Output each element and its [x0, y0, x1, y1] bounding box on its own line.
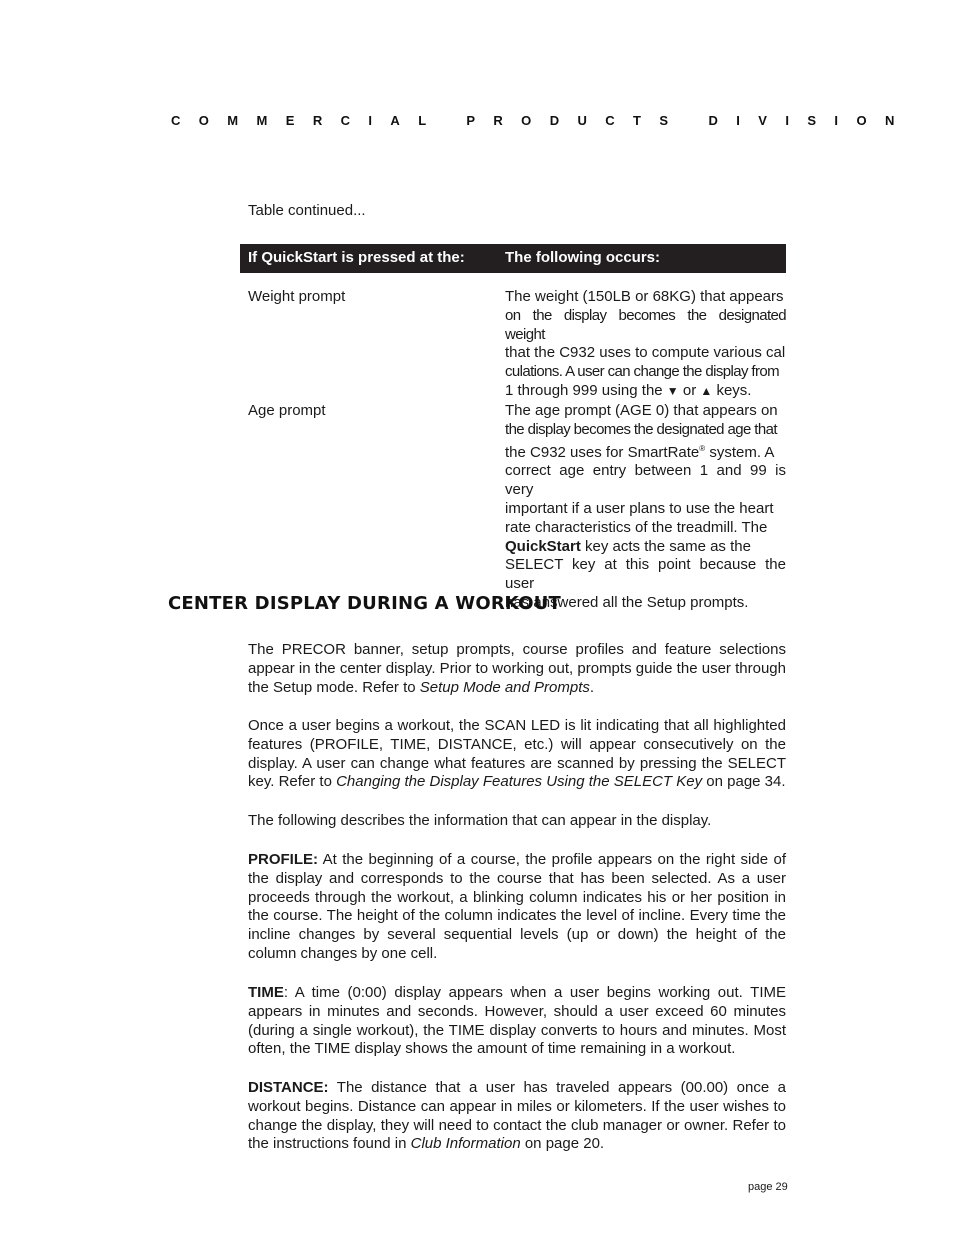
division-header: COMMERCIAL PRODUCTS DIVISION — [171, 113, 913, 128]
table-row-weight-description — [505, 288, 786, 401]
registered-mark: ® — [699, 443, 706, 453]
desc-line: culations. A user can change the display from — [505, 363, 780, 381]
reference-link-text: Setup Mode and Prompts — [419, 678, 590, 696]
desc-line: SELECT key at this point because the user — [505, 556, 786, 593]
paragraph-following: The following describes the information that can appear in the display. — [248, 812, 712, 829]
table-header-col1: If QuickStart is pressed at the: — [248, 249, 465, 266]
desc-line: 1 through 999 using the ▼ or ▲ keys. — [505, 381, 752, 399]
paragraph-time: TIME: A time (0:00) display appears when a user begins working out. TIME appears in minutes and seconds. However, should a user exceed 60 minutes (during a single workout), the TIME display converts to hours and minutes. Most often, the TIME display shows the amount of time remaining in a workout. — [248, 984, 786, 1058]
up-arrow-icon: ▲ — [700, 383, 713, 398]
reference-link-text: Club Information — [410, 1135, 521, 1153]
paragraph-scan-led: Once a user begins a workout, the SCAN LED is lit indicating that all highlighted features (PROFILE, TIME, DISTANCE, etc.) will appear consecutively on the display. A user can change what features are scanned by pressing the SELECT key. Refer to Changing the Display Features Using the SELECT Key on page 34. — [248, 717, 786, 791]
table-row-weight-prompt: Weight prompt — [248, 288, 346, 305]
table-continued-note: Table continued... — [248, 202, 366, 219]
desc-line: The age prompt (AGE 0) that appears on — [505, 402, 778, 419]
paragraph-distance: DISTANCE: The distance that a user has traveled appears (00.00) once a workout begins. Distance can appear in miles or kilometers. If the user wishes to change the display, they will need to contact the club manager or owner. Refer to the instructions found in Club Information on page 20. — [248, 1079, 786, 1153]
desc-line: QuickStart key acts the same as the — [505, 537, 751, 555]
profile-label: PROFILE: — [248, 851, 318, 868]
desc-line: on the display becomes the designated weight — [505, 306, 786, 343]
paragraph-profile: PROFILE: At the beginning of a course, the profile appears on the right side of the display and corresponds to the course that has been selected. As a user proceeds through the workout, a blinking column indicates his or her position in the course. The height of the column indicates the level of incline. Every time the incline changes by several sequential levels (up or down) the height of the column changes by one cell. — [248, 851, 786, 962]
desc-line: rate characteristics of the treadmill. The — [505, 518, 768, 536]
desc-line: the display becomes the designated age that — [505, 420, 777, 438]
section-title: CENTER DISPLAY DURING A WORKOUT — [168, 593, 562, 614]
reference-link-text: Changing the Display Features Using the SELECT Key — [336, 773, 703, 791]
down-arrow-icon: ▼ — [666, 383, 679, 398]
distance-label: DISTANCE: — [248, 1079, 329, 1096]
desc-line: the C932 uses for SmartRate® system. A — [505, 443, 775, 461]
page-number: page 29 — [748, 1181, 788, 1193]
desc-line: correct age entry between 1 and 99 is very — [505, 462, 786, 499]
quickstart-key-name: QuickStart — [505, 537, 581, 555]
table-row-age-prompt: Age prompt — [248, 402, 326, 419]
desc-line: that the C932 uses to compute various cal — [505, 344, 786, 362]
desc-line: The weight (150LB or 68KG) that appears — [505, 288, 784, 305]
time-label: TIME — [248, 984, 284, 1001]
table-header — [240, 244, 786, 273]
desc-line: important if a user plans to use the heart — [505, 499, 774, 517]
paragraph-intro: The PRECOR banner, setup prompts, course profiles and feature selections appear in the center display. Prior to working out, prompts guide the user through the Setup mode. Refer to Setup Mode and Prompts. — [248, 641, 786, 696]
desc-line: has answered all the Setup prompts. — [505, 593, 749, 611]
table-header-col2: The following occurs: — [505, 249, 661, 266]
table-row-age-description — [505, 402, 786, 613]
